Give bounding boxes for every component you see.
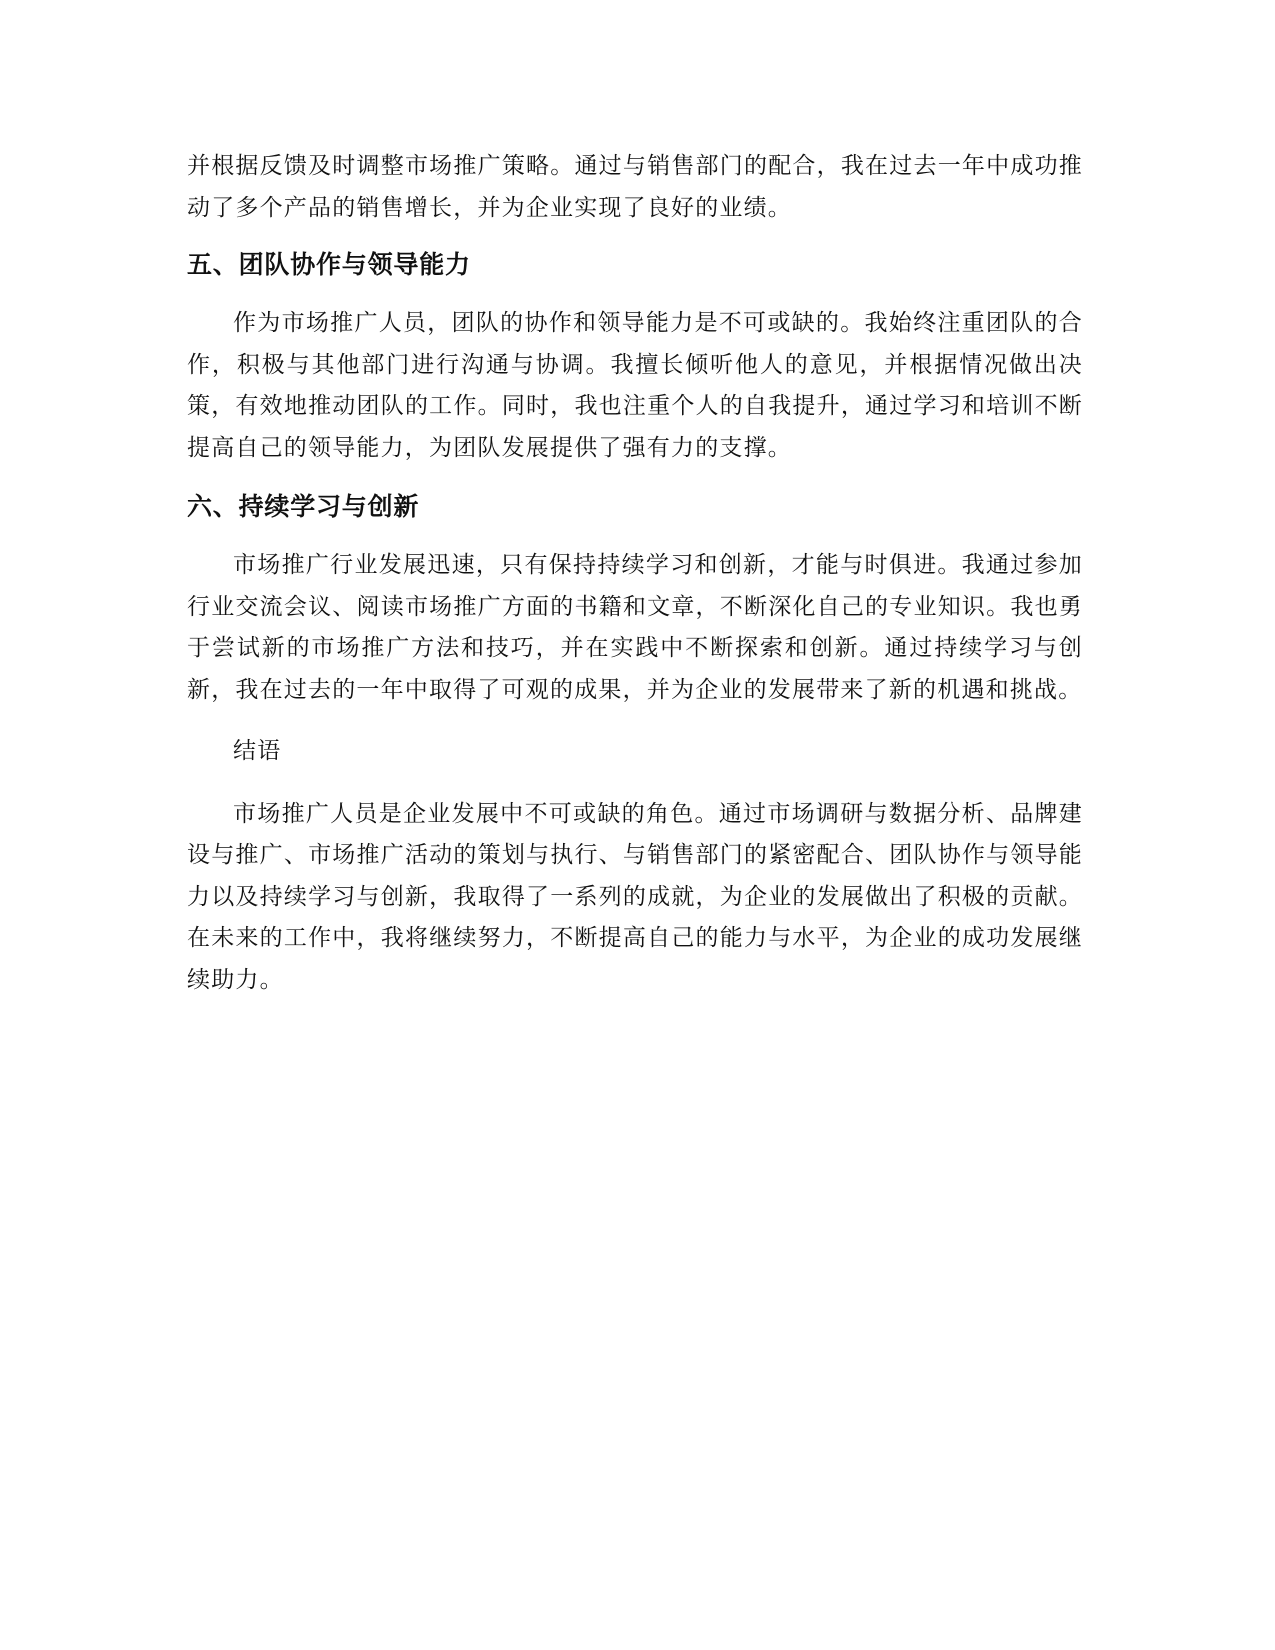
intro-paragraph: 并根据反馈及时调整市场推广策略。通过与销售部门的配合，我在过去一年中成功推动了多个产品的销售增长，并为企业实现了良好的业绩。 xyxy=(187,153,1083,221)
section-5-heading: 五、团队协作与领导能力 xyxy=(187,250,471,279)
section-6-paragraph: 市场推广行业发展迅速，只有保持持续学习和创新，才能与时俱进。我通过参加行业交流会议、阅读市场推广方面的书籍和文章，不断深化自己的专业知识。我也勇于尝试新的市场推广方法和技巧，并在实践中不断探索和创新。通过持续学习与创新，我在过去的一年中取得了可观的成果，并为企业的发展带来了新的机遇和挑战。 xyxy=(187,552,1083,703)
closing-title: 结语 xyxy=(233,738,282,764)
section-5-paragraph: 作为市场推广人员，团队的协作和领导能力是不可或缺的。我始终注重团队的合作，积极与其他部门进行沟通与协调。我擅长倾听他人的意见，并根据情况做出决策，有效地推动团队的工作。同时，我也注重个人的自我提升，通过学习和培训不断提高自己的领导能力，为团队发展提供了强有力的支撑。 xyxy=(187,310,1083,461)
document-body xyxy=(187,146,1083,1001)
section-6-heading: 六、持续学习与创新 xyxy=(187,492,420,521)
closing-paragraph: 市场推广人员是企业发展中不可或缺的角色。通过市场调研与数据分析、品牌建设与推广、市场推广活动的策划与执行、与销售部门的紧密配合、团队协作与领导能力以及持续学习与创新，我取得了一系列的成就，为企业的发展做出了积极的贡献。在未来的工作中，我将继续努力，不断提高自己的能力与水平，为企业的成功发展继续助力。 xyxy=(187,800,1083,993)
